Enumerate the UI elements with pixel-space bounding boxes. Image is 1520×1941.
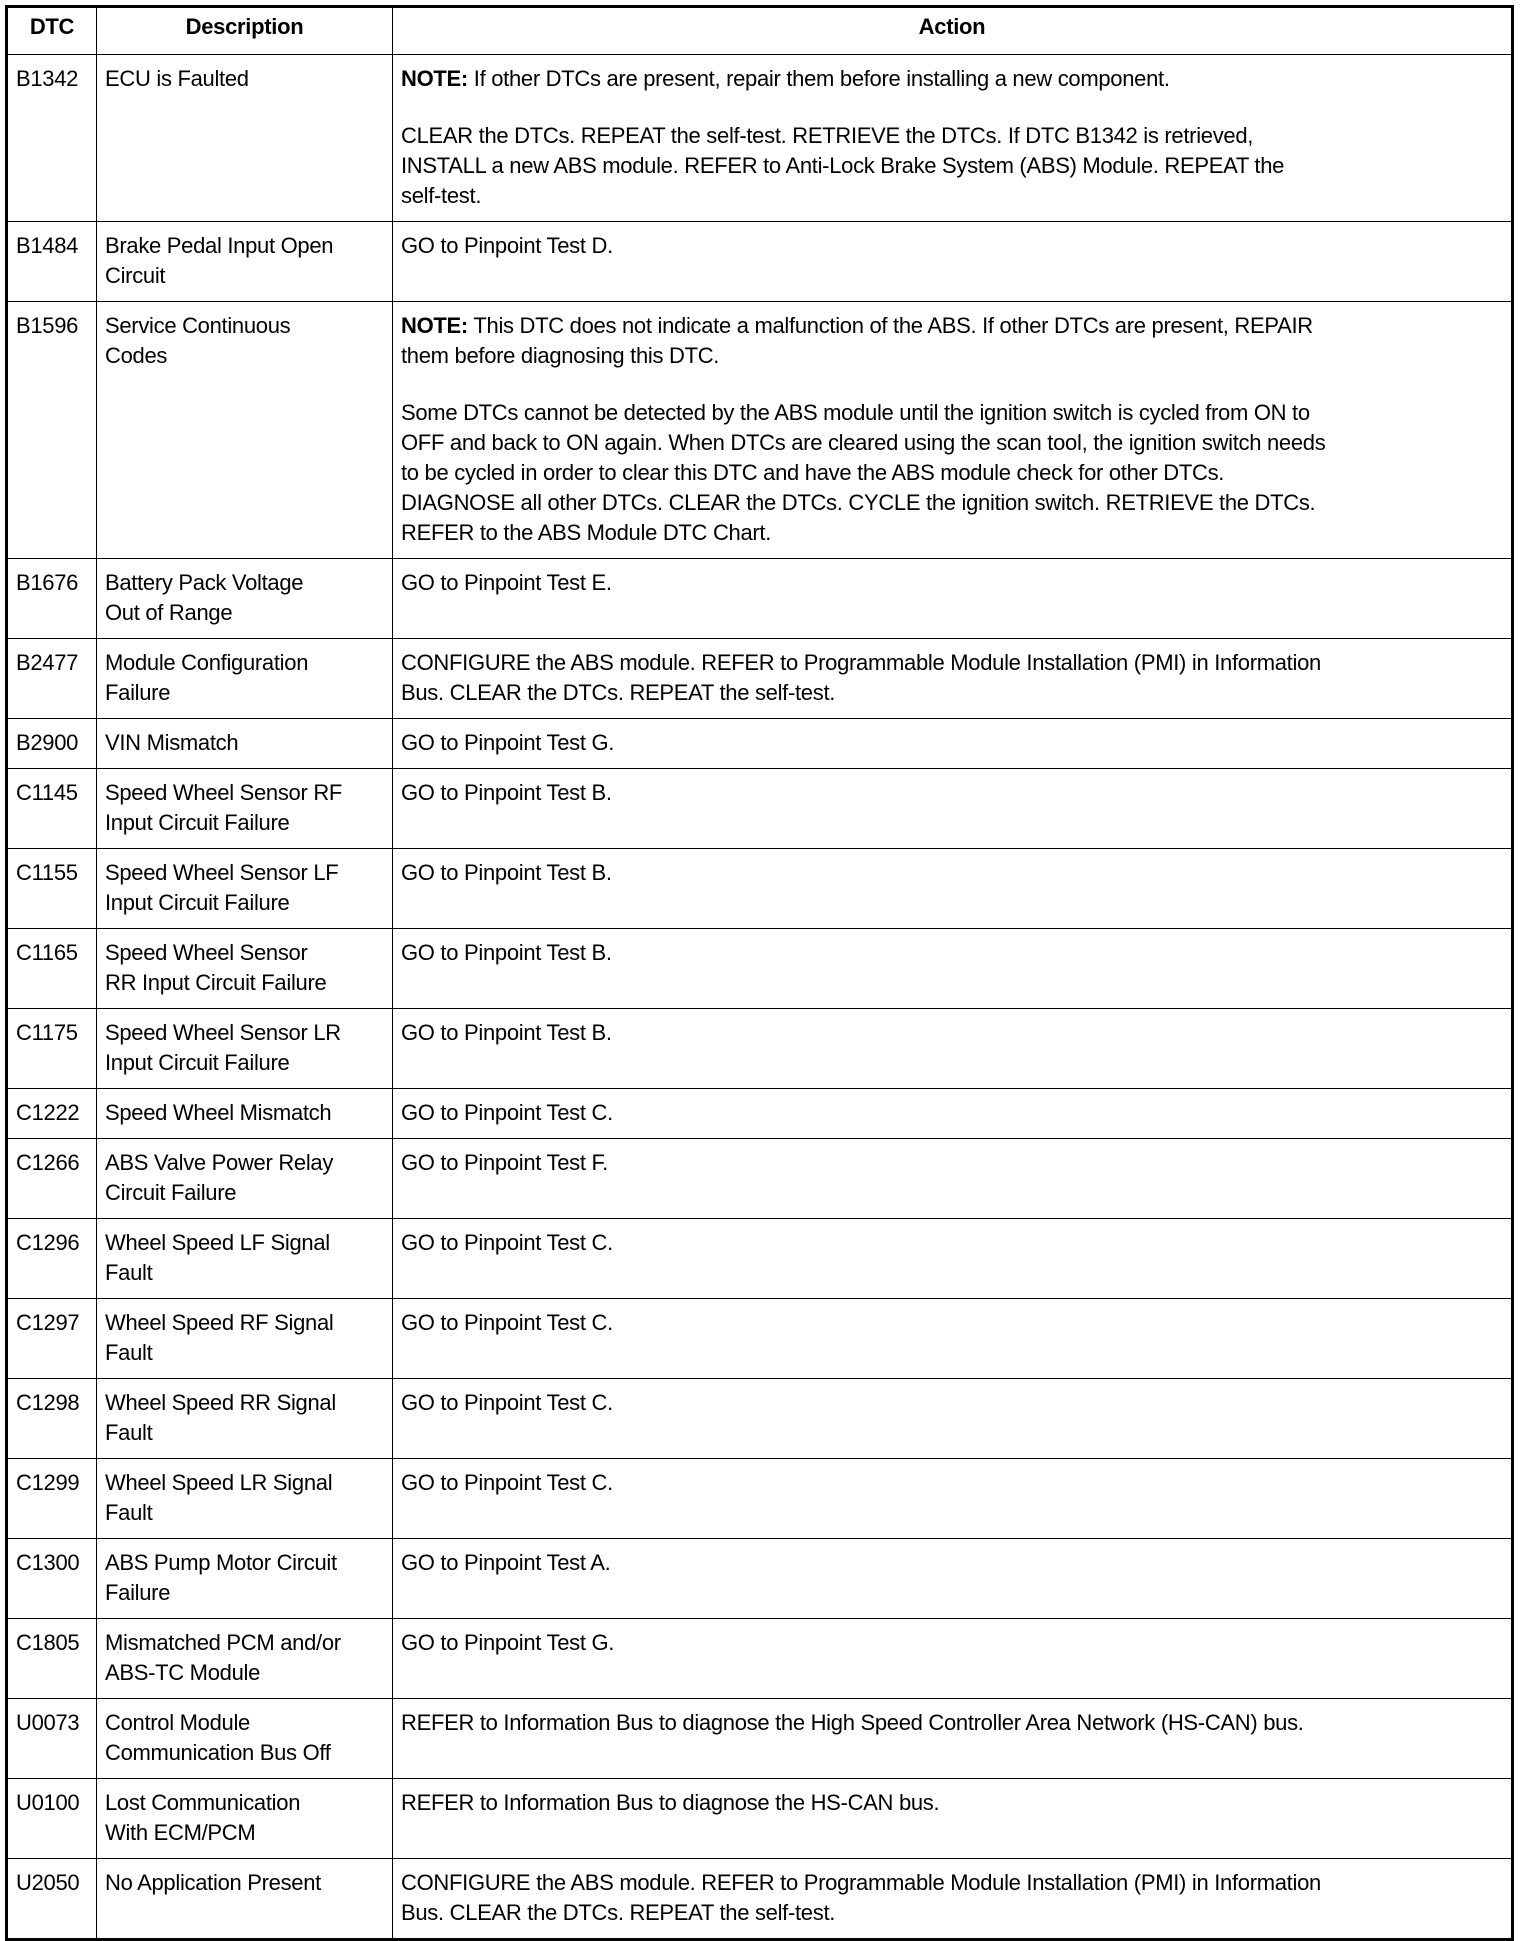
action-paragraph (401, 938, 1503, 968)
description-line: Mismatched PCM and/or (105, 1630, 341, 1655)
action-line (401, 121, 1503, 151)
table-row (7, 1459, 1513, 1539)
description-line: Fault (105, 1340, 153, 1365)
table-row (7, 929, 1513, 1009)
description-line: RR Input Circuit Failure (105, 970, 327, 995)
description-line: Wheel Speed LR Signal (105, 1470, 333, 1495)
action-line (401, 678, 1503, 708)
dtc-description (97, 1299, 393, 1379)
dtc-action (393, 849, 1513, 929)
dtc-description (97, 1459, 393, 1539)
action-line (401, 398, 1503, 428)
dtc-code: U2050 (7, 1859, 97, 1940)
header-row (7, 7, 1513, 55)
table-row (7, 1859, 1513, 1940)
action-line (401, 488, 1503, 518)
action-paragraph (401, 231, 1503, 261)
dtc-code: C1175 (7, 1009, 97, 1089)
note-paragraph (401, 64, 1503, 94)
description-line: No Application Present (105, 1870, 321, 1895)
action-line (401, 518, 1503, 548)
description-line: Speed Wheel Mismatch (105, 1100, 332, 1125)
action-line (401, 568, 1503, 598)
action-paragraph (401, 728, 1503, 758)
action-line (401, 1098, 1503, 1128)
table-row (7, 55, 1513, 222)
action-text: Some DTCs cannot be detected by the ABS module until the ignition switch is cycled from ON to (401, 400, 1310, 425)
action-text: GO to Pinpoint Test G. (401, 1630, 615, 1655)
action-line (401, 1148, 1503, 1178)
action-text: them before diagnosing this DTC. (401, 343, 720, 368)
action-line (401, 778, 1503, 808)
action-paragraph (401, 1018, 1503, 1048)
action-text: GO to Pinpoint Test E. (401, 570, 612, 595)
action-paragraph (401, 398, 1503, 548)
action-paragraph (401, 1548, 1503, 1578)
action-line (401, 858, 1503, 888)
dtc-description (97, 1089, 393, 1139)
action-paragraph (401, 778, 1503, 808)
description-line: Wheel Speed RF Signal (105, 1310, 334, 1335)
dtc-action (393, 1859, 1513, 1940)
dtc-code: C1805 (7, 1619, 97, 1699)
table-row (7, 1139, 1513, 1219)
action-text: GO to Pinpoint Test G. (401, 730, 615, 755)
action-text: Bus. CLEAR the DTCs. REPEAT the self-test. (401, 1900, 836, 1925)
description-line: ECU is Faulted (105, 66, 249, 91)
dtc-action (393, 1779, 1513, 1859)
dtc-action (393, 1139, 1513, 1219)
action-text: CONFIGURE the ABS module. REFER to Programmable Module Installation (PMI) in Information (401, 1870, 1321, 1895)
dtc-description (97, 1139, 393, 1219)
action-paragraph (401, 1148, 1503, 1178)
action-text: Bus. CLEAR the DTCs. REPEAT the self-test. (401, 680, 836, 705)
table-row (7, 1779, 1513, 1859)
dtc-code: U0073 (7, 1699, 97, 1779)
table-row (7, 302, 1513, 559)
table-row (7, 559, 1513, 639)
dtc-code: B1596 (7, 302, 97, 559)
action-text: GO to Pinpoint Test B. (401, 1020, 612, 1045)
action-line (401, 1388, 1503, 1418)
action-paragraph (401, 121, 1503, 211)
dtc-code: B1676 (7, 559, 97, 639)
dtc-description (97, 639, 393, 719)
action-text: GO to Pinpoint Test C. (401, 1470, 613, 1495)
dtc-description (97, 849, 393, 929)
dtc-description (97, 222, 393, 302)
dtc-action (393, 769, 1513, 849)
dtc-description (97, 1619, 393, 1699)
action-text: to be cycled in order to clear this DTC and have the ABS module check for other DTCs. (401, 460, 1225, 485)
dtc-action (393, 559, 1513, 639)
description-line: Communication Bus Off (105, 1740, 331, 1765)
description-line: Speed Wheel Sensor (105, 940, 308, 965)
dtc-action (393, 1619, 1513, 1699)
dtc-action (393, 1539, 1513, 1619)
description-line: Speed Wheel Sensor LF (105, 860, 339, 885)
dtc-action (393, 719, 1513, 769)
table-row (7, 222, 1513, 302)
action-line (401, 1898, 1503, 1928)
description-line: Lost Communication (105, 1790, 301, 1815)
dtc-code: C1296 (7, 1219, 97, 1299)
dtc-description (97, 1699, 393, 1779)
dtc-action (393, 222, 1513, 302)
note-paragraph (401, 311, 1503, 371)
action-text: INSTALL a new ABS module. REFER to Anti-Lock Brake System (ABS) Module. REPEAT the (401, 153, 1285, 178)
description-line: Failure (105, 680, 171, 705)
action-text: GO to Pinpoint Test B. (401, 940, 612, 965)
dtc-description (97, 55, 393, 222)
action-line (401, 1788, 1503, 1818)
action-line (401, 231, 1503, 261)
table-row (7, 1619, 1513, 1699)
action-text: If other DTCs are present, repair them before installing a new component. (467, 66, 1170, 91)
description-line: Brake Pedal Input Open (105, 233, 334, 258)
description-line: Speed Wheel Sensor RF (105, 780, 343, 805)
description-line: Battery Pack Voltage (105, 570, 304, 595)
description-line: Speed Wheel Sensor LR (105, 1020, 341, 1045)
dtc-code: C1155 (7, 849, 97, 929)
dtc-code: C1298 (7, 1379, 97, 1459)
dtc-description (97, 1539, 393, 1619)
dtc-code: B1484 (7, 222, 97, 302)
action-paragraph (401, 1468, 1503, 1498)
dtc-description (97, 559, 393, 639)
action-text: GO to Pinpoint Test B. (401, 780, 612, 805)
action-line (401, 648, 1503, 678)
action-text: GO to Pinpoint Test D. (401, 233, 613, 258)
action-paragraph (401, 568, 1503, 598)
action-text: REFER to the ABS Module DTC Chart. (401, 520, 772, 545)
description-line: Circuit Failure (105, 1180, 237, 1205)
action-text: GO to Pinpoint Test A. (401, 1550, 611, 1575)
dtc-description (97, 719, 393, 769)
action-paragraph (401, 1308, 1503, 1338)
description-line: Input Circuit Failure (105, 810, 290, 835)
dtc-code: C1222 (7, 1089, 97, 1139)
dtc-description (97, 929, 393, 1009)
action-line (401, 151, 1503, 181)
action-line (401, 341, 1503, 371)
note-label: NOTE: (401, 66, 468, 91)
dtc-description (97, 1219, 393, 1299)
description-line: Wheel Speed LF Signal (105, 1230, 330, 1255)
action-text: GO to Pinpoint Test C. (401, 1310, 613, 1335)
action-text: GO to Pinpoint Test C. (401, 1230, 613, 1255)
action-text: REFER to Information Bus to diagnose the HS-CAN bus. (401, 1790, 940, 1815)
table-row (7, 1539, 1513, 1619)
description-line: Fault (105, 1500, 153, 1525)
action-text: DIAGNOSE all other DTCs. CLEAR the DTCs. CYCLE the ignition switch. RETRIEVE the DTCs. (401, 490, 1316, 515)
description-line: Out of Range (105, 600, 233, 625)
note-label: NOTE: (401, 313, 468, 338)
description-line: Input Circuit Failure (105, 890, 290, 915)
action-line (401, 181, 1503, 211)
description-line: ABS Pump Motor Circuit (105, 1550, 337, 1575)
action-paragraph (401, 1388, 1503, 1418)
header-dtc: DTC (7, 7, 97, 55)
action-line (401, 1468, 1503, 1498)
action-line (401, 1548, 1503, 1578)
dtc-action (393, 55, 1513, 222)
dtc-code: U0100 (7, 1779, 97, 1859)
dtc-description (97, 1009, 393, 1089)
action-line (401, 938, 1503, 968)
action-line (401, 64, 1503, 94)
table-row (7, 639, 1513, 719)
description-line: Fault (105, 1420, 153, 1445)
description-line: Wheel Speed RR Signal (105, 1390, 336, 1415)
action-line (401, 1708, 1503, 1738)
description-line: With ECM/PCM (105, 1820, 256, 1845)
dtc-description (97, 1779, 393, 1859)
dtc-action (393, 639, 1513, 719)
action-text: GO to Pinpoint Test C. (401, 1100, 613, 1125)
action-paragraph (401, 1628, 1503, 1658)
description-line: Codes (105, 343, 168, 368)
dtc-action (393, 1089, 1513, 1139)
action-text: OFF and back to ON again. When DTCs are cleared using the scan tool, the ignition switch needs (401, 430, 1326, 455)
dtc-table (5, 5, 1514, 1941)
dtc-action (393, 1379, 1513, 1459)
action-paragraph (401, 1788, 1503, 1818)
description-line: Failure (105, 1580, 171, 1605)
action-line (401, 1228, 1503, 1258)
action-line (401, 1308, 1503, 1338)
action-paragraph (401, 1098, 1503, 1128)
action-line (401, 1018, 1503, 1048)
action-line (401, 1868, 1503, 1898)
dtc-code: B2900 (7, 719, 97, 769)
description-line: Fault (105, 1260, 153, 1285)
dtc-code: B2477 (7, 639, 97, 719)
description-line: ABS Valve Power Relay (105, 1150, 334, 1175)
header-action: Action (393, 7, 1513, 55)
dtc-action (393, 1009, 1513, 1089)
description-line: VIN Mismatch (105, 730, 239, 755)
dtc-action (393, 929, 1513, 1009)
table-row (7, 849, 1513, 929)
dtc-code: C1266 (7, 1139, 97, 1219)
table-row (7, 769, 1513, 849)
action-line (401, 428, 1503, 458)
description-line: Input Circuit Failure (105, 1050, 290, 1075)
description-line: Module Configuration (105, 650, 309, 675)
action-text: CLEAR the DTCs. REPEAT the self-test. RETRIEVE the DTCs. If DTC B1342 is retrieved, (401, 123, 1254, 148)
description-line: Service Continuous (105, 313, 291, 338)
table-row (7, 1219, 1513, 1299)
action-paragraph (401, 1868, 1503, 1928)
table-row (7, 1379, 1513, 1459)
description-line: Circuit (105, 263, 166, 288)
table-row (7, 1009, 1513, 1089)
dtc-action (393, 302, 1513, 559)
description-line: Control Module (105, 1710, 250, 1735)
action-text: This DTC does not indicate a malfunction of the ABS. If other DTCs are present, REPAIR (467, 313, 1313, 338)
dtc-code: C1299 (7, 1459, 97, 1539)
description-line: ABS-TC Module (105, 1660, 261, 1685)
header-description: Description (97, 7, 393, 55)
action-text: GO to Pinpoint Test C. (401, 1390, 613, 1415)
dtc-description (97, 302, 393, 559)
table-row (7, 1299, 1513, 1379)
action-line (401, 728, 1503, 758)
action-paragraph (401, 1228, 1503, 1258)
action-line (401, 458, 1503, 488)
action-paragraph (401, 858, 1503, 888)
action-text: GO to Pinpoint Test B. (401, 860, 612, 885)
dtc-code: B1342 (7, 55, 97, 222)
action-paragraph (401, 1708, 1503, 1738)
action-line (401, 1628, 1503, 1658)
dtc-code: C1165 (7, 929, 97, 1009)
dtc-description (97, 1379, 393, 1459)
dtc-action (393, 1459, 1513, 1539)
action-text: GO to Pinpoint Test F. (401, 1150, 608, 1175)
action-text: self-test. (401, 183, 482, 208)
action-paragraph (401, 648, 1503, 708)
table-row (7, 719, 1513, 769)
action-text: REFER to Information Bus to diagnose the High Speed Controller Area Network (HS-CAN) bus. (401, 1710, 1304, 1735)
action-text: CONFIGURE the ABS module. REFER to Programmable Module Installation (PMI) in Information (401, 650, 1321, 675)
dtc-description (97, 1859, 393, 1940)
dtc-code: C1297 (7, 1299, 97, 1379)
table-row (7, 1089, 1513, 1139)
action-line (401, 311, 1503, 341)
dtc-action (393, 1299, 1513, 1379)
dtc-description (97, 769, 393, 849)
dtc-code: C1145 (7, 769, 97, 849)
dtc-action (393, 1699, 1513, 1779)
dtc-action (393, 1219, 1513, 1299)
table-row (7, 1699, 1513, 1779)
dtc-code: C1300 (7, 1539, 97, 1619)
